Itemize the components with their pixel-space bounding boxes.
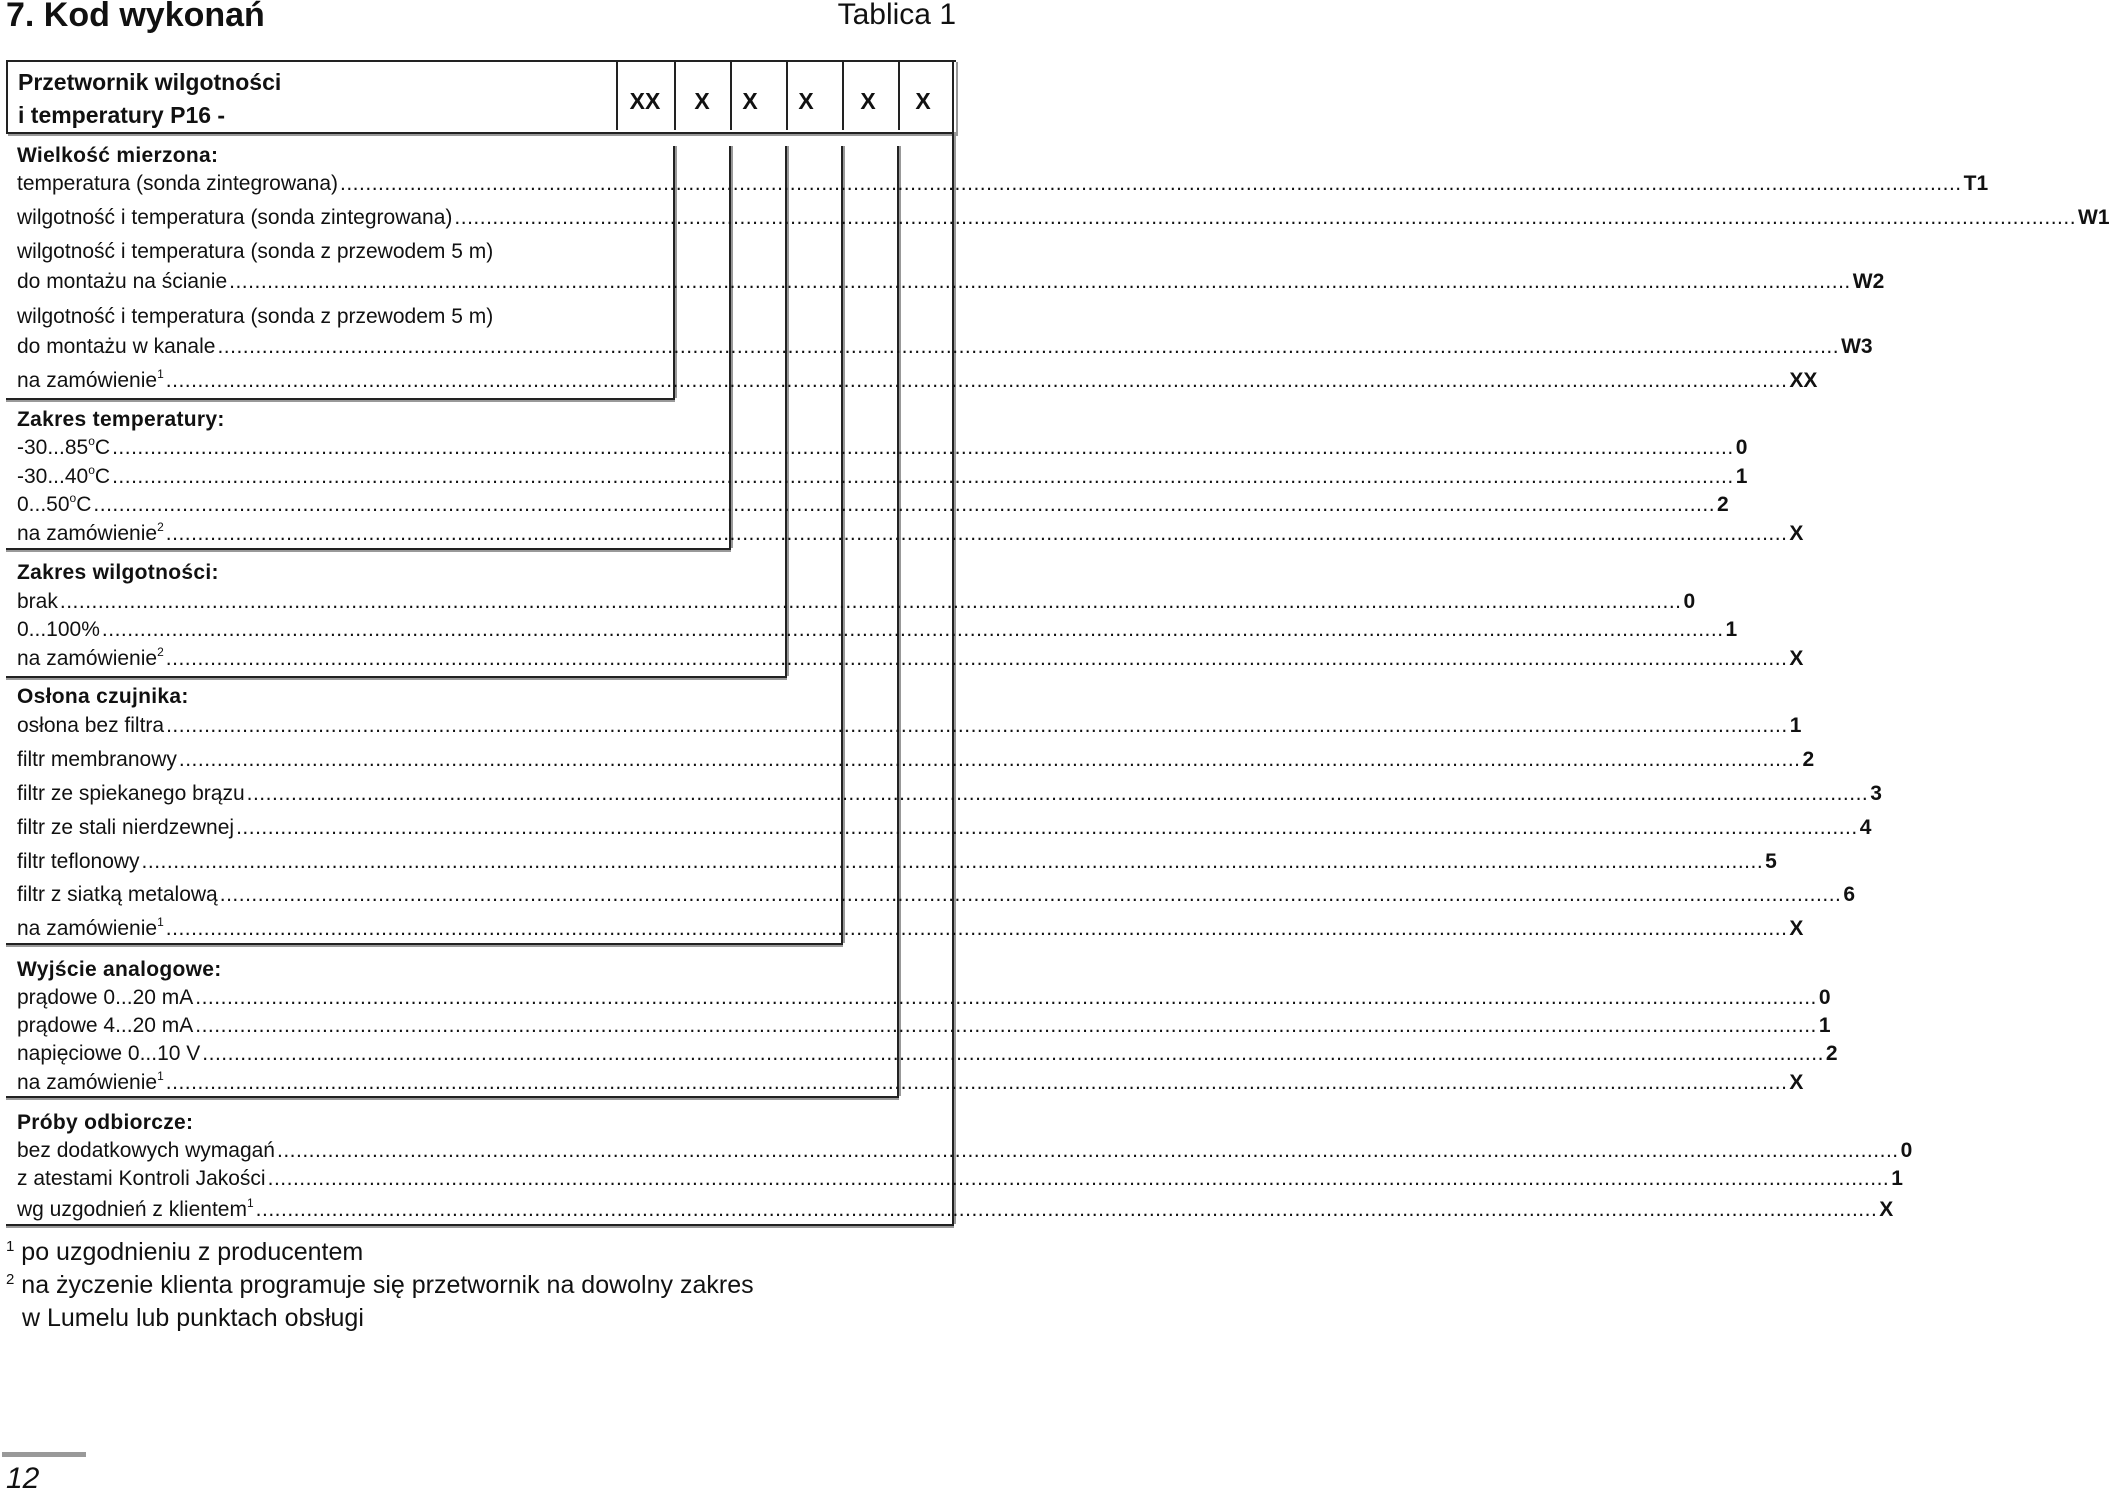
option-label-text: na zamówienie [17, 369, 158, 392]
option-code: 1 [1789, 714, 1802, 737]
option-code: W1 [2078, 206, 2110, 229]
option-row [17, 1167, 1903, 1191]
option-row [17, 816, 1872, 840]
leader-dots: ................................................................................................................................................................................................................................................................ [165, 917, 1788, 940]
option-row [17, 1196, 1894, 1222]
footnote-mark: 2 [6, 1271, 15, 1288]
option-label [17, 917, 164, 941]
bracket-underline-humidity [6, 676, 787, 678]
leader-dots: ................................................................................................................................................................................................................................................................ [101, 618, 1724, 641]
option-row [17, 1042, 1838, 1066]
option-row [17, 883, 1856, 907]
leader-dots: ................................................................................................................................................................................................................................................................ [219, 883, 1842, 906]
option-row [17, 645, 1804, 671]
option-label [17, 647, 164, 671]
option-label [17, 436, 110, 460]
option-code: X [1879, 1198, 1894, 1221]
code-position-3: X [742, 88, 758, 114]
option-code: 1 [1891, 1167, 1903, 1190]
footnote-1 [6, 1238, 363, 1267]
option-code: 6 [1843, 883, 1856, 906]
option-label: napięciowe 0...10 V [17, 1042, 201, 1065]
option-code: X [1789, 522, 1804, 545]
leader-dots: ................................................................................................................................................................................................................................................................ [112, 465, 1734, 488]
footnote-text: na życzenie klienta programuje się przetwornik na dowolny zakres [21, 1271, 754, 1299]
option-row [17, 206, 2110, 230]
option-label: do montażu w kanale [17, 335, 216, 358]
leader-dots: ................................................................................................................................................................................................................................................................ [195, 1014, 1817, 1037]
leader-dots: ................................................................................................................................................................................................................................................................ [195, 986, 1817, 1009]
footnote-2-continuation: w Lumelu lub punktach obsługi [22, 1304, 364, 1332]
section-title-tests: Próby odbiorcze: [17, 1111, 194, 1134]
footnote-ref: 2 [157, 645, 164, 659]
leader-dots: ................................................................................................................................................................................................................................................................ [246, 782, 1869, 805]
option-row [17, 463, 1748, 489]
option-code: W3 [1841, 335, 1873, 358]
leader-dots: ................................................................................................................................................................................................................................................................ [236, 816, 1858, 839]
option-label: prądowe 0...20 mA [17, 986, 194, 1009]
option-row [17, 1139, 1913, 1163]
option-code: T1 [1963, 172, 1989, 195]
leader-dots: ................................................................................................................................................................................................................................................................ [267, 1167, 1890, 1190]
option-code: 4 [1859, 816, 1872, 839]
code-position-4: X [798, 88, 814, 114]
leader-dots: ................................................................................................................................................................................................................................................................ [340, 172, 1962, 195]
option-row [17, 172, 1989, 196]
option-label: filtr ze spiekanego brązu [17, 782, 245, 805]
option-label: wilgotność i temperatura (sonda zintegrowana) [17, 206, 453, 229]
option-label: filtr teflonowy [17, 850, 140, 873]
option-label: osłona bez filtra [17, 714, 165, 737]
option-code: 1 [1725, 618, 1738, 641]
option-row [17, 434, 1748, 460]
footnote-2 [6, 1271, 754, 1300]
option-row [17, 491, 1729, 517]
option-label-text: -30...85 [17, 436, 89, 459]
option-code: 0 [1818, 986, 1831, 1009]
option-label-text: na zamówienie [17, 522, 158, 545]
footnote-ref: 1 [157, 1069, 164, 1083]
leader-dots: ................................................................................................................................................................................................................................................................ [255, 1198, 1878, 1221]
product-name-line1: Przetwornik wilgotności [18, 69, 282, 95]
option-label-text: wg uzgodnień z klientem [17, 1198, 247, 1221]
option-row [17, 590, 1696, 614]
option-code: 3 [1870, 782, 1882, 805]
code-position-1: XX [629, 88, 661, 114]
header-divider [842, 60, 844, 130]
leader-dots: ................................................................................................................................................................................................................................................................ [93, 493, 1716, 516]
option-label-text: na zamówienie [17, 917, 158, 940]
option-row [17, 850, 1777, 874]
option-row-line1 [17, 240, 671, 264]
bracket-underline-cover [6, 943, 843, 945]
footnote-ref: 2 [157, 520, 164, 534]
page-number: 12 [6, 1462, 40, 1495]
option-code: X [1789, 917, 1804, 940]
section-title-output: Wyjście analogowe: [17, 958, 222, 981]
leader-dots: ................................................................................................................................................................................................................................................................ [165, 522, 1788, 545]
leader-dots: ................................................................................................................................................................................................................................................................ [165, 1071, 1788, 1094]
option-label: z atestami Kontroli Jakości [17, 1167, 266, 1190]
option-code: 2 [1802, 748, 1815, 771]
page-title: 7. Kod wykonań [6, 0, 265, 34]
option-code: 0 [1683, 590, 1696, 613]
option-label [17, 465, 110, 489]
footnote-ref: 1 [157, 367, 164, 381]
section-title-cover: Osłona czujnika: [17, 685, 189, 708]
code-position-6: X [915, 88, 931, 114]
option-code: XX [1789, 369, 1818, 392]
option-code: 0 [1900, 1139, 1913, 1162]
option-row-line1 [17, 305, 671, 329]
option-label [17, 1071, 164, 1095]
option-code: 2 [1717, 493, 1729, 516]
option-label: prądowe 4...20 mA [17, 1014, 194, 1037]
leader-dots: ................................................................................................................................................................................................................................................................ [112, 436, 1734, 459]
option-code: X [1789, 647, 1804, 670]
option-label-text: na zamówienie [17, 1071, 158, 1094]
option-row [17, 618, 1738, 642]
option-label [17, 1198, 254, 1222]
option-label-text: na zamówienie [17, 647, 158, 670]
option-row [17, 270, 1885, 294]
page-number-bar [2, 1452, 86, 1457]
option-row [17, 986, 1831, 1010]
option-code: X [1789, 1071, 1804, 1094]
product-name [18, 66, 281, 132]
option-label: filtr ze stali nierdzewnej [17, 816, 235, 839]
code-position-2: X [694, 88, 710, 114]
footnote-mark: 1 [6, 1238, 15, 1255]
option-row [17, 915, 1804, 941]
option-label: filtr z siatką metalową [17, 883, 218, 906]
option-code: 2 [1825, 1042, 1838, 1065]
option-row [17, 748, 1815, 772]
leader-dots: ................................................................................................................................................................................................................................................................ [202, 1042, 1824, 1065]
bracket-underline-tests [6, 1224, 954, 1226]
option-label: temperatura (sonda zintegrowana) [17, 172, 339, 195]
option-code: 5 [1765, 850, 1777, 873]
degree-mark: o [69, 491, 77, 505]
option-row [17, 782, 1882, 806]
option-row [17, 367, 1818, 393]
option-code: 1 [1735, 465, 1748, 488]
option-label: wilgotność i temperatura (sonda z przewodem 5 m) [17, 240, 494, 263]
header-divider [952, 60, 954, 132]
product-name-line2: i temperatury P16 - [18, 102, 226, 128]
footnote-ref: 1 [157, 915, 164, 929]
leader-dots: ................................................................................................................................................................................................................................................................ [178, 748, 1801, 771]
bracket-underline-measured [6, 398, 675, 400]
option-label-unit: C [94, 436, 111, 459]
option-code: W2 [1852, 270, 1885, 293]
option-label: do montażu na ścianie [17, 270, 228, 293]
option-code: 1 [1818, 1014, 1831, 1037]
leader-dots: ................................................................................................................................................................................................................................................................ [276, 1139, 1899, 1162]
table-label: Tablica 1 [837, 0, 956, 31]
option-row [17, 1014, 1831, 1038]
option-row [17, 1069, 1804, 1095]
section-title-measured: Wielkość mierzona: [17, 144, 219, 167]
footnote-ref: 1 [246, 1196, 254, 1210]
degree-mark: o [88, 434, 95, 448]
leader-dots: ................................................................................................................................................................................................................................................................ [59, 590, 1682, 613]
option-row [17, 335, 1873, 359]
leader-dots: ................................................................................................................................................................................................................................................................ [141, 850, 1764, 873]
option-row [17, 520, 1804, 546]
option-code: 0 [1735, 436, 1748, 459]
leader-dots: ................................................................................................................................................................................................................................................................ [166, 714, 1788, 737]
option-label-text: -30...40 [17, 465, 89, 488]
bracket-underline-temp [6, 548, 731, 550]
option-label [17, 522, 164, 546]
option-label-text: 0...50 [17, 493, 70, 516]
option-row [17, 714, 1802, 738]
leader-dots: ................................................................................................................................................................................................................................................................ [217, 335, 1840, 358]
degree-mark: o [88, 463, 95, 477]
leader-dots: ................................................................................................................................................................................................................................................................ [229, 270, 1851, 293]
code-position-5: X [860, 88, 876, 114]
leader-dots: ................................................................................................................................................................................................................................................................ [165, 369, 1788, 392]
leader-dots: ................................................................................................................................................................................................................................................................ [454, 206, 2077, 229]
leader-dots: ................................................................................................................................................................................................................................................................ [165, 647, 1788, 670]
footnote-text: po uzgodnieniu z producentem [21, 1238, 364, 1266]
option-label: bez dodatkowych wymagań [17, 1139, 275, 1162]
option-label [17, 369, 164, 393]
option-label-unit: C [76, 493, 92, 516]
option-label [17, 493, 91, 517]
bracket-underline-output [6, 1096, 899, 1098]
section-title-humidity: Zakres wilgotności: [17, 561, 219, 584]
option-label: brak [17, 590, 58, 613]
option-label: 0...100% [17, 618, 100, 641]
option-label-unit: C [94, 465, 111, 488]
option-label: wilgotność i temperatura (sonda z przewodem 5 m) [17, 305, 494, 328]
section-title-temp: Zakres temperatury: [17, 408, 225, 431]
option-label: filtr membranowy [17, 748, 177, 771]
